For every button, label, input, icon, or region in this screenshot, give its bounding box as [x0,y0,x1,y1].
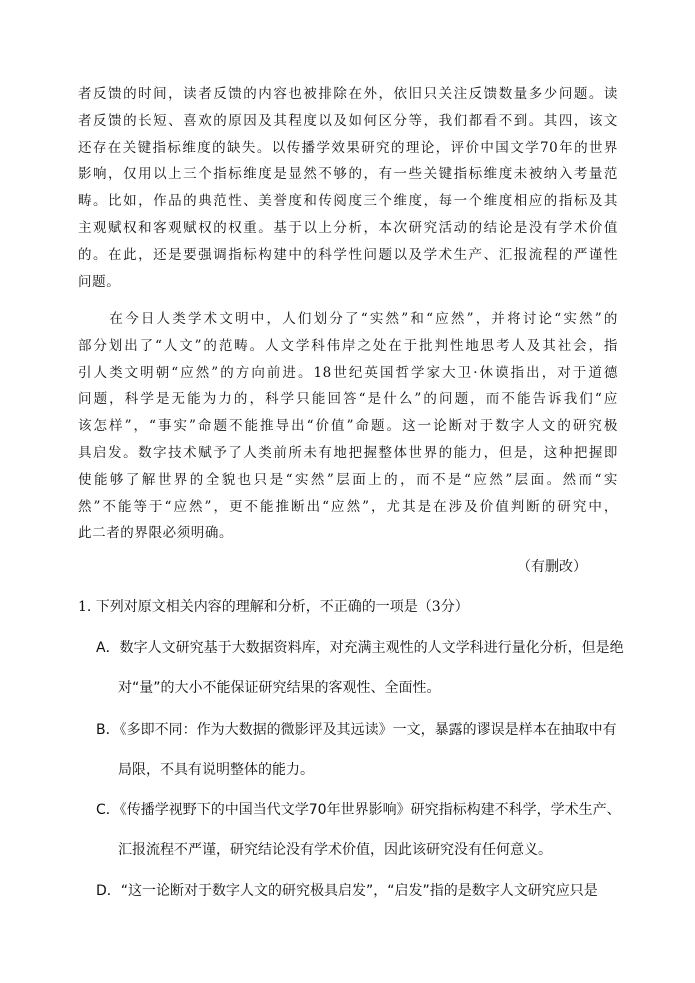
option-c[interactable] [96,790,621,870]
passage-line: 该怎样”，“事实”命题不能推导出“价值”命题。这一论断对于数字人文的研究极 [78,418,618,435]
passage-line: 此二者的界限必须明确。 [78,525,234,542]
passage-line: 者反馈的时间，读者反馈的内容也被排除在外，依旧只关注反馈数量多少问题。读 [78,86,618,102]
passage-line: 的。在此，还是要强调指标构建中的科学性问题以及学术生产、汇报流程的严谨性 [78,246,618,263]
passage-line: 在今日人类学术文明中，人们划分了“实然”和“应然”，并将讨论“实然”的 [78,311,618,327]
passage-line: 问题，科学是无能为力的，科学只能回答“是什么”的问题，而不能告诉我们“应 [78,391,618,408]
option-c-line-2: 汇报流程不严谨，研究结论没有学术价值，因此该研究没有任何意义。 [118,842,552,858]
passage-line: 引人类文明朝“应然”的方向前进。18世纪英国哲学家大卫·休谟指出，对于道德 [78,364,618,381]
passage-line: 主观赋权和客观赋权的权重。基于以上分析，本次研究活动的结论是没有学术价值 [78,219,618,236]
passage-line: 还存在关键指标维度的缺失。以传播学效果研究的理论，评价中国文学70年的世界 [78,139,618,156]
passage-line: 然”不能等于“应然”，更不能推断出“应然”，尤其是在涉及价值判断的研究中， [78,498,618,515]
option-b[interactable] [96,710,616,790]
option-d-line-1: D．“这一论断对于数字人文的研究极具启发”，“启发”指的是数字人文研究应只是 [96,883,598,899]
option-b-line-1: B．《多即不同：作为大数据的微影评及其远读》一文，暴露的谬误是样本在抽取中有 [96,722,617,738]
passage-line: 畴。比如，作品的典范性、美誉度和传阅度三个维度，每一个维度相应的指标及其 [78,193,618,210]
passage-line: 具启发。数字技术赋予了人类前所未有地把握整体世界的能力，但是，这种把握即 [78,444,618,461]
passage-paragraph-2 [78,306,618,547]
option-c-line-1: C．《传播学视野下的中国当代文学70年世界影响》研究指标构建不科学，学术生产、 [96,802,621,818]
passage-line: 问题。 [78,273,121,290]
passage-paragraph-1 [78,81,618,295]
option-a[interactable] [96,628,624,708]
passage-line: 影响，仅用以上三个指标维度是显然不够的，有一些关键指标维度未被纳入考量范 [78,166,618,183]
passage-line: 使能够了解世界的全貌也只是“实然”层面上的，而不是“应然”层面。然而“实 [78,471,618,488]
option-b-line-2: 局限，不具有说明整体的能力。 [118,762,314,778]
option-a-line-2: 对“量”的大小不能保证研究结果的客观性、全面性。 [118,680,441,696]
option-a-line-1: A．数字人文研究基于大数据资料库，对充满主观性的人文学科进行量化分析，但是绝 [96,640,624,656]
question-stem: 1. 下列对原文相关内容的理解和分析，不正确的一项是（3分） [78,599,469,615]
source-note: （有删改） [517,559,587,575]
passage-line: 部分划出了“人文”的范畴。人文学科伟岸之处在于批判性地思考人及其社会，指 [78,337,618,354]
option-d[interactable] [96,871,616,911]
passage-line: 者反馈的长短、喜欢的原因及其程度以及如何区分等，我们都看不到。其四，该文 [78,112,618,129]
